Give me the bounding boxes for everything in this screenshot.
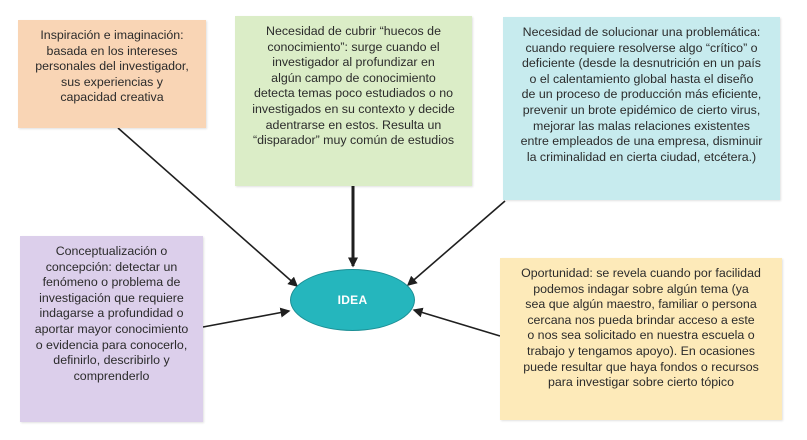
arrow-problematica-to-idea: [408, 201, 505, 285]
box-huecos-text: Necesidad de cubrir “huecos de conocimiento”: surge cuando el investigador al profundizar en algún campo de conocimiento detecta temas poco estudiados o no investigados en su contexto y decide adentrarse en estos. Resulta un “disparador” muy común de estudios: [252, 24, 455, 148]
idea-node: [290, 269, 415, 331]
box-oportunidad: [500, 258, 782, 420]
box-problematica-text: Necesidad de solucionar una problemática: cuando requiere resolverse algo “crítico” o deficiente (desde la desnutrición en un país o el calentamiento global hasta el diseño de un proceso de producción más eficiente, prevenir un brote epidémico de cierto virus, mejorar las malas relaciones existentes entre empleados de una empresa, disminuir la criminalidad en cierta ciudad, etcétera.): [520, 25, 763, 164]
box-conceptualizacion-text: Conceptualización o concepción: detectar un fenómeno o problema de investigación que requiere indagarse a profundidad o aportar mayor conocimiento o evidencia para conocerlo, definirlo, describirlo y comprenderlo: [34, 244, 189, 383]
arrow-conceptualizacion-to-idea: [203, 311, 289, 327]
box-problematica: [503, 17, 780, 200]
box-huecos-conocimiento: [235, 16, 472, 186]
idea-label: IDEA: [337, 293, 368, 307]
box-inspiracion: [18, 20, 206, 128]
box-conceptualizacion: [20, 236, 203, 422]
arrow-oportunidad-to-idea: [414, 310, 500, 336]
box-oportunidad-text: Oportunidad: se revela cuando por facilidad podemos indagar sobre algún tema (ya sea que algún maestro, familiar o persona cercana nos pueda brindar acceso a este o nos sea solicitado en nuestra escuela o trabajo y tengamos apoyo). En ocasiones puede resultar que haya fondos o recursos para investigar sobre cierto tópico: [521, 266, 761, 390]
box-inspiracion-text: Inspiración e imaginación: basada en los intereses personales del investigador, sus experiencias y capacidad creativa: [35, 28, 189, 105]
